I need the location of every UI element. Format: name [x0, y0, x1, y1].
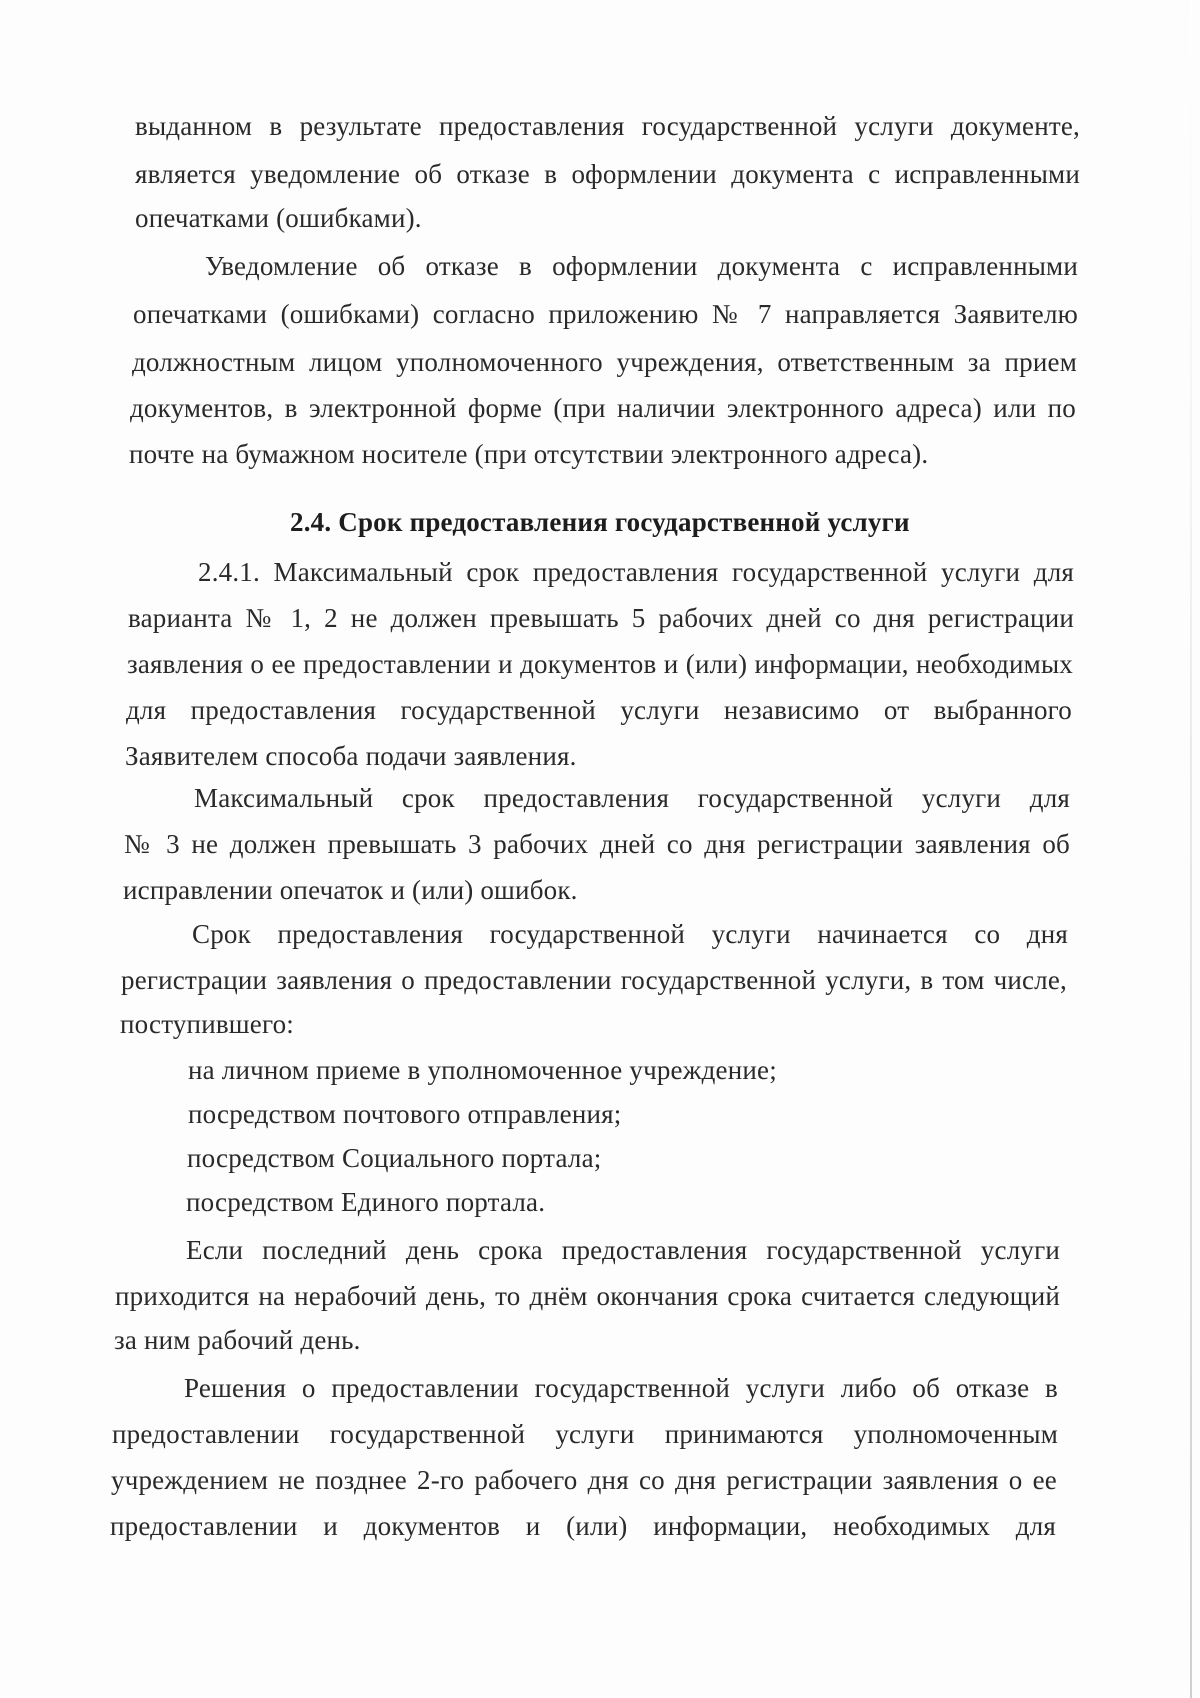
paragraph-2-line-3: должностным лицом уполномоченного учреждения, ответственным за прием [132, 347, 1077, 377]
paragraph-3-line-5: Заявителем способа подачи заявления. [125, 741, 577, 771]
paragraph-3-line-3: заявления о ее предоставлении и документов и (или) информации, необходимых [127, 649, 1073, 679]
paragraph-2-line-2: опечатками (ошибками) согласно приложению № 7 направляется Заявителю [133, 299, 1078, 329]
scan-edge-shadow [1190, 0, 1192, 1698]
list-item-3: посредством Социального портала; [187, 1143, 602, 1173]
paragraph-4-line-3: исправлении опечаток и (или) ошибок. [123, 875, 578, 905]
paragraph-3-line-1: 2.4.1. Максимальный срок предоставления государственной услуги для [198, 557, 1074, 587]
paragraph-6-line-1: Если последний день срока предоставления государственной услуги [186, 1235, 1060, 1265]
paragraph-7-line-3: учреждением не позднее 2-го рабочего дня со дня регистрации заявления о ее [111, 1465, 1057, 1495]
paragraph-7-line-4: предоставлении и документов и (или) информации, необходимых для [110, 1511, 1056, 1541]
paragraph-3-line-4: для предоставления государственной услуги независимо от выбранного [126, 695, 1072, 725]
paragraph-1-line-1: выданном в результате предоставления государственной услуги документе, [135, 111, 1080, 141]
paragraph-2-line-1: Уведомление об отказе в оформлении документа с исправленными [205, 251, 1078, 281]
paragraph-2-line-4: документов, в электронной форме (при наличии электронного адреса) или по [130, 393, 1076, 423]
paragraph-2-line-5: почте на бумажном носителе (при отсутствии электронного адреса). [129, 439, 929, 469]
list-item-2: посредством почтового отправления; [188, 1099, 622, 1129]
section-heading: 2.4. Срок предоставления государственной услуги [290, 507, 910, 537]
paragraph-5-line-3: поступившего: [120, 1009, 294, 1039]
paragraph-5-line-2: регистрации заявления о предоставлении государственной услуги, в том числе, [121, 965, 1067, 995]
paragraph-1-line-3: опечатками (ошибками). [135, 203, 422, 233]
paragraph-4-line-2: № 3 не должен превышать 3 рабочих дней со дня регистрации заявления об [124, 829, 1070, 859]
paragraph-6-line-3: за ним рабочий день. [114, 1325, 361, 1355]
list-item-1: на личном приеме в уполномоченное учреждение; [188, 1055, 777, 1085]
paragraph-7-line-1: Решения о предоставлении государственной услуги либо об отказе в [184, 1373, 1058, 1403]
list-item-4: посредством Единого портала. [186, 1187, 546, 1217]
paragraph-4-line-1: Максимальный срок предоставления государственной услуги для [194, 783, 1070, 813]
paragraph-6-line-2: приходится на нерабочий день, то днём окончания срока считается следующий [115, 1281, 1060, 1311]
paragraph-1-line-2: является уведомление об отказе в оформлении документа с исправленными [135, 159, 1080, 189]
paragraph-5-line-1: Срок предоставления государственной услуги начинается со дня [192, 919, 1068, 949]
paragraph-3-line-2: варианта № 1, 2 не должен превышать 5 рабочих дней со дня регистрации [128, 603, 1074, 633]
paragraph-7-line-2: предоставлении государственной услуги принимаются уполномоченным [112, 1419, 1058, 1449]
